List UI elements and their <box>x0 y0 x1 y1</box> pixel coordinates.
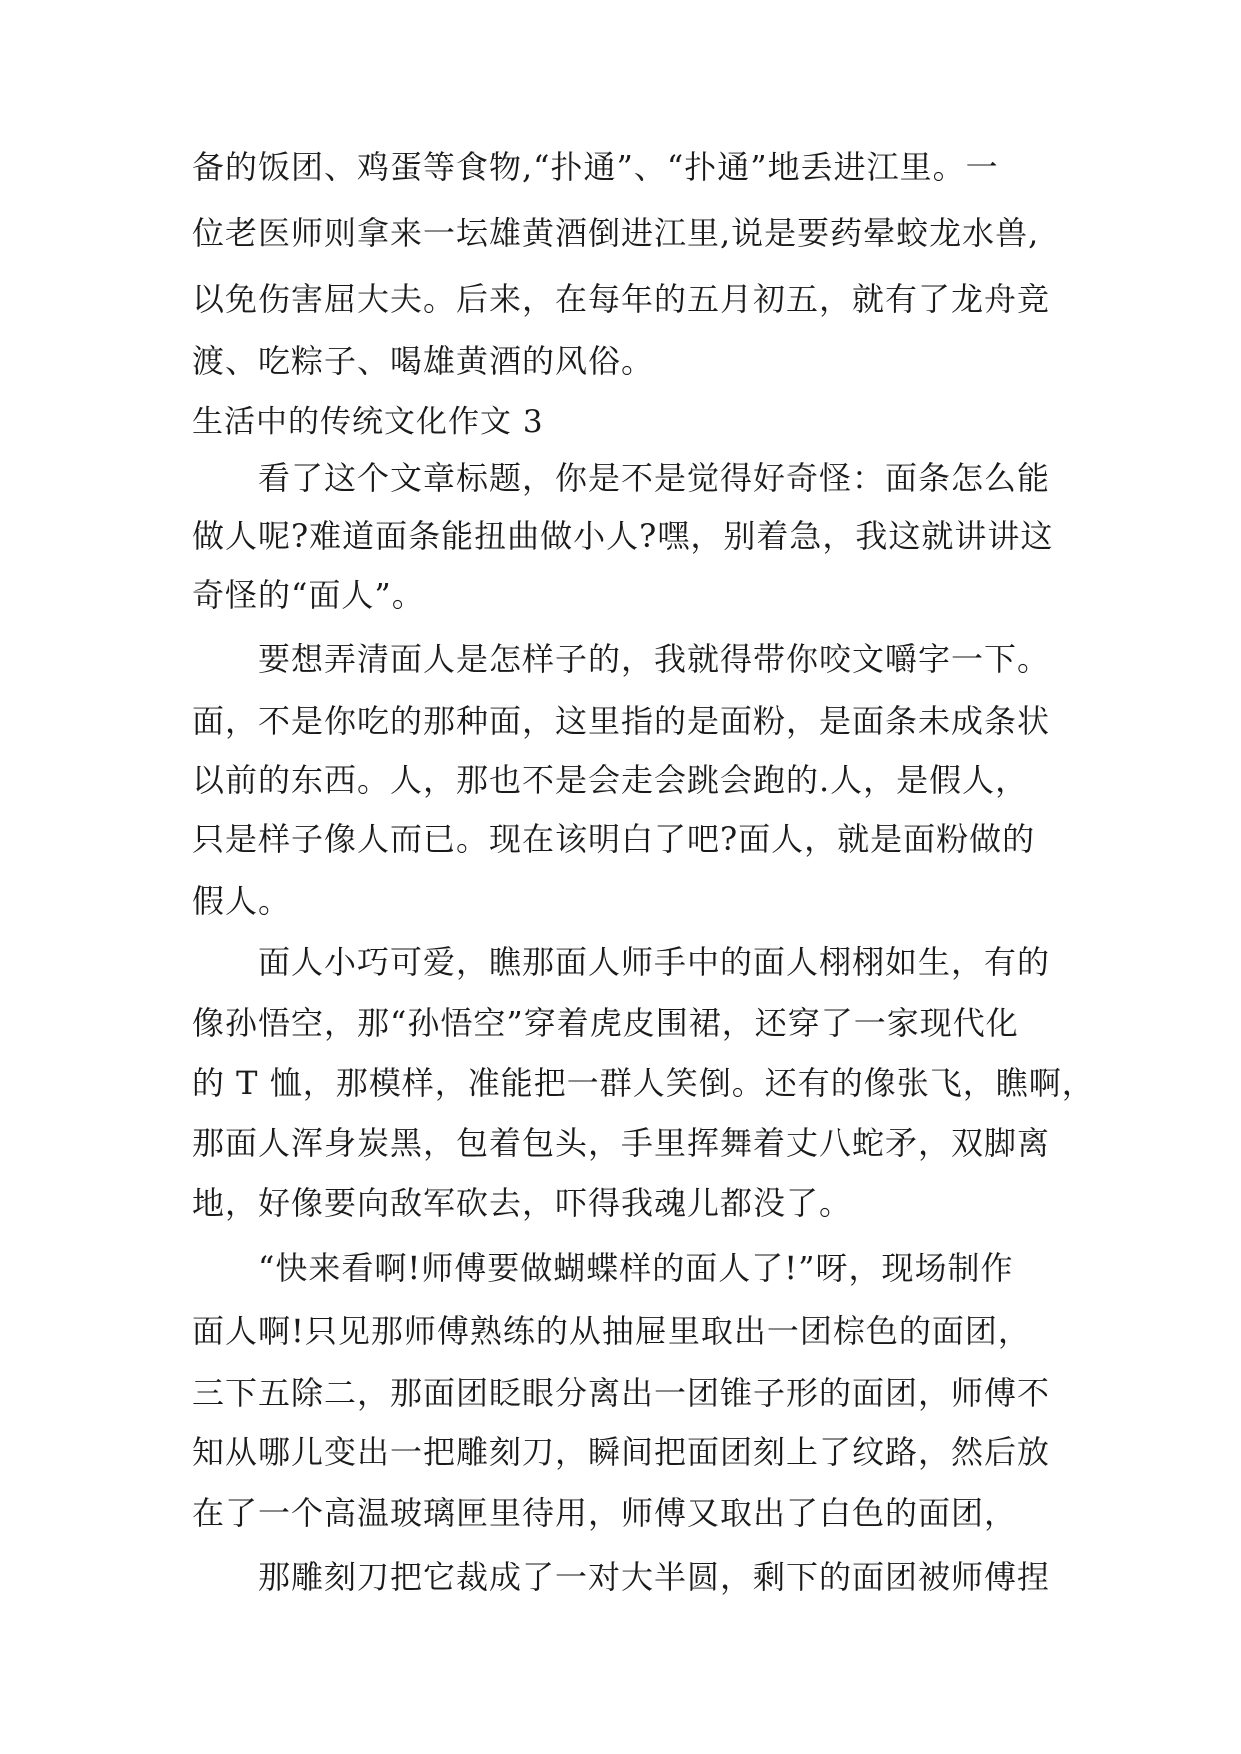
text-line: 假人。 <box>192 882 292 920</box>
section-heading: 生活中的传统文化作文 3 <box>192 404 544 440</box>
text-line: 像孙悟空，那“孙悟空”穿着虎皮围裙，还穿了一家现代化 <box>192 1004 1019 1042</box>
text-line: 看了这个文章标题，你是不是觉得好奇怪：面条怎么能 <box>258 459 1051 497</box>
text-line: 那面人浑身炭黑，包着包头，手里挥舞着丈八蛇矛，双脚离 <box>192 1124 1051 1162</box>
text-line: 备的饭团、鸡蛋等食物,“扑通”、“扑通”地丢进江里。一 <box>192 148 999 186</box>
text-line: “快来看啊!师傅要做蝴蝶样的面人了!”呀，现场制作 <box>258 1249 1014 1287</box>
text-line: 面人小巧可爱，瞧那面人师手中的面人栩栩如生，有的 <box>258 943 1051 981</box>
text-line: 面，不是你吃的那种面，这里指的是面粉，是面条未成条状 <box>192 702 1051 740</box>
text-line: 做人呢?难道面条能扭曲做小人?嘿，别着急，我这就讲讲这 <box>192 517 1054 555</box>
text-line: 地，好像要向敌军砍去，吓得我魂儿都没了。 <box>192 1184 853 1222</box>
text-line: 位老医师则拿来一坛雄黄酒倒进江里,说是要药晕蛟龙水兽, <box>192 214 1040 252</box>
text-line: 奇怪的“面人”。 <box>192 576 425 614</box>
text-line: 那雕刻刀把它裁成了一对大半圆，剩下的面团被师傅捏 <box>258 1558 1051 1596</box>
text-line: 要想弄清面人是怎样子的，我就得带你咬文嚼字一下。 <box>258 640 1051 678</box>
text-line: 以免伤害屈大夫。后来，在每年的五月初五，就有了龙舟竞 <box>192 280 1051 318</box>
text-line: 只是样子像人而已。现在该明白了吧?面人，就是面粉做的 <box>192 820 1036 858</box>
text-line: 的 T 恤，那模样，准能把一群人笑倒。还有的像张飞，瞧啊， <box>192 1064 1095 1102</box>
text-line: 知从哪儿变出一把雕刻刀，瞬间把面团刻上了纹路，然后放 <box>192 1433 1051 1471</box>
text-line: 面人啊!只见那师傅熟练的从抽屉里取出一团棕色的面团， <box>192 1312 1031 1350</box>
text-line: 在了一个高温玻璃匣里待用，师傅又取出了白色的面团， <box>192 1494 1018 1532</box>
text-line: 三下五除二，那面团眨眼分离出一团锥子形的面团，师傅不 <box>192 1374 1051 1412</box>
text-line: 以前的东西。人，那也不是会走会跳会跑的.人，是假人， <box>192 761 1029 799</box>
text-line: 渡、吃粽子、喝雄黄酒的风俗。 <box>192 342 655 380</box>
